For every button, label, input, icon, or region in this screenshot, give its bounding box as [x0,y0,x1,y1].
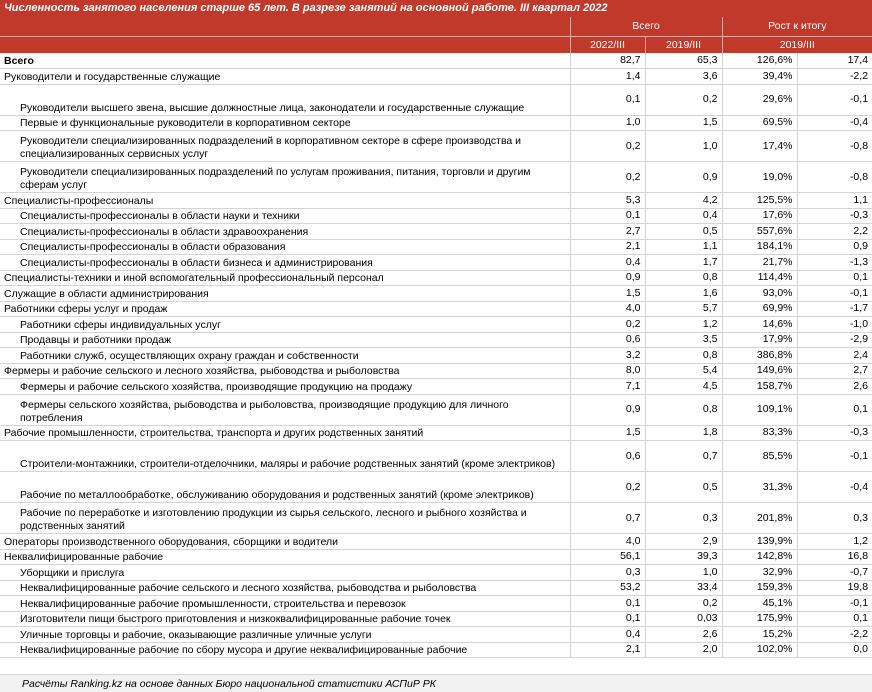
row-name: Всего [0,53,570,69]
row-value-2019: 1,6 [645,286,722,302]
row-value-2019: 0,03 [645,611,722,627]
row-growth-diff: 0,1 [797,611,872,627]
row-name: Специалисты-профессионалы в области здравоохранения [0,224,570,240]
row-value-2019: 0,9 [645,162,722,193]
row-growth-pct: 69,5% [722,115,797,131]
row-name: Неквалифицированные рабочие [0,549,570,565]
row-growth-diff: 0,9 [797,239,872,255]
table-row [0,53,872,69]
row-value-2022: 0,6 [570,332,645,348]
row-value-2022: 0,9 [570,270,645,286]
row-value-2022: 0,4 [570,255,645,271]
row-growth-pct: 386,8% [722,348,797,364]
row-growth-pct: 102,0% [722,642,797,658]
row-value-2022: 0,2 [570,162,645,193]
table-row [0,84,872,115]
row-growth-diff: 16,8 [797,549,872,565]
row-value-2019: 1,8 [645,425,722,441]
row-value-2022: 0,6 [570,441,645,472]
row-name: Работники служб, осуществляющих охрану граждан и собственности [0,348,570,364]
row-value-2019: 1,5 [645,115,722,131]
table-row [0,208,872,224]
row-growth-diff: 2,7 [797,363,872,379]
table-row [0,115,872,131]
row-name: Руководители и государственные служащие [0,69,570,85]
row-value-2022: 1,5 [570,425,645,441]
row-value-2019: 1,0 [645,131,722,162]
row-value-2019: 3,6 [645,69,722,85]
row-value-2022: 56,1 [570,549,645,565]
table-row [0,441,872,472]
table-row [0,627,872,643]
row-growth-pct: 175,9% [722,611,797,627]
row-growth-pct: 139,9% [722,534,797,550]
row-value-2022: 0,1 [570,611,645,627]
row-growth-diff: 1,1 [797,193,872,209]
table-row [0,549,872,565]
row-name: Рабочие по металлообработке, обслуживанию оборудования и родственных занятий (кроме электриков) [0,472,570,503]
row-growth-diff: -0,1 [797,84,872,115]
table-row [0,425,872,441]
row-value-2019: 0,5 [645,224,722,240]
table-row [0,193,872,209]
row-name: Работники сферы услуг и продаж [0,301,570,317]
row-value-2022: 2,1 [570,642,645,658]
table-row [0,348,872,364]
row-value-2019: 4,5 [645,379,722,395]
row-growth-pct: 126,6% [722,53,797,69]
row-value-2022: 0,1 [570,596,645,612]
header-col-2019: 2019/III [645,36,722,53]
row-name: Операторы производственного оборудования, сборщики и водители [0,534,570,550]
row-value-2019: 5,7 [645,301,722,317]
row-name: Фермеры и рабочие сельского хозяйства, производящие продукцию на продажу [0,379,570,395]
row-value-2022: 0,2 [570,472,645,503]
row-value-2022: 0,9 [570,394,645,425]
row-growth-diff: 19,8 [797,580,872,596]
row-name: Фермеры сельского хозяйства, рыбоводства и рыболовства, производящие продукцию для личного потребления [0,394,570,425]
row-growth-pct: 21,7% [722,255,797,271]
row-name: Строители-монтажники, строители-отделочники, маляры и рабочие родственных занятий (кроме электриков) [0,441,570,472]
row-value-2022: 4,0 [570,301,645,317]
header-col-2022: 2022/III [570,36,645,53]
table-row [0,596,872,612]
table-row [0,255,872,271]
source-footer: Расчёты Ranking.kz на основе данных Бюро национальной статистики АСПиР РК [0,674,872,692]
row-value-2022: 8,0 [570,363,645,379]
row-growth-diff: -1,3 [797,255,872,271]
row-value-2022: 5,3 [570,193,645,209]
row-growth-pct: 114,4% [722,270,797,286]
table-body [0,53,872,658]
row-growth-pct: 17,6% [722,208,797,224]
row-growth-diff: -1,7 [797,301,872,317]
row-value-2019: 0,8 [645,270,722,286]
row-value-2022: 0,1 [570,84,645,115]
table-row [0,69,872,85]
row-growth-pct: 142,8% [722,549,797,565]
row-value-2019: 0,2 [645,84,722,115]
row-growth-pct: 158,7% [722,379,797,395]
table-row [0,131,872,162]
row-growth-diff: -2,9 [797,332,872,348]
row-growth-diff: -0,8 [797,131,872,162]
row-growth-diff: 0,0 [797,642,872,658]
row-growth-diff: 2,6 [797,379,872,395]
row-value-2019: 1,7 [645,255,722,271]
row-value-2022: 2,7 [570,224,645,240]
header-empty-2 [0,36,570,53]
table-row [0,565,872,581]
row-growth-diff: -0,1 [797,596,872,612]
row-growth-diff: -2,2 [797,627,872,643]
row-name: Специалисты-техники и иной вспомогательный профессиональный персонал [0,270,570,286]
row-growth-pct: 69,9% [722,301,797,317]
row-value-2019: 39,3 [645,549,722,565]
row-name: Уличные торговцы и рабочие, оказывающие различные уличные услуги [0,627,570,643]
row-value-2019: 2,0 [645,642,722,658]
table-row [0,379,872,395]
row-growth-diff: -0,3 [797,425,872,441]
row-value-2022: 3,2 [570,348,645,364]
header-group-total: Всего [570,17,722,36]
row-value-2022: 0,2 [570,131,645,162]
header-group-growth: Рост к итогу [722,17,872,36]
table-title: Численность занятого населения старше 65 лет. В разрезе занятий на основной работе. III квартал 2022 [0,0,872,17]
row-value-2022: 1,4 [570,69,645,85]
row-name: Фермеры и рабочие сельского и лесного хозяйства, рыбоводства и рыболовства [0,363,570,379]
row-value-2022: 0,2 [570,317,645,333]
row-growth-diff: -0,1 [797,441,872,472]
row-name: Руководители специализированных подразделений по услугам проживания, питания, торговли и другим сферам услуг [0,162,570,193]
row-growth-diff: 0,3 [797,503,872,534]
row-value-2019: 1,1 [645,239,722,255]
row-growth-diff: 1,2 [797,534,872,550]
table-header [0,17,872,53]
row-growth-pct: 201,8% [722,503,797,534]
row-name: Специалисты-профессионалы в области образования [0,239,570,255]
row-growth-pct: 93,0% [722,286,797,302]
table-row [0,317,872,333]
row-growth-diff: -1,0 [797,317,872,333]
table-row [0,301,872,317]
row-value-2022: 0,4 [570,627,645,643]
row-growth-pct: 15,2% [722,627,797,643]
row-growth-pct: 83,3% [722,425,797,441]
table-row [0,472,872,503]
row-value-2022: 2,1 [570,239,645,255]
row-growth-pct: 19,0% [722,162,797,193]
row-growth-diff: 0,1 [797,270,872,286]
row-growth-pct: 125,5% [722,193,797,209]
row-value-2022: 53,2 [570,580,645,596]
row-growth-pct: 17,4% [722,131,797,162]
row-value-2022: 7,1 [570,379,645,395]
table-row [0,270,872,286]
row-value-2019: 2,9 [645,534,722,550]
row-name: Продавцы и работники продаж [0,332,570,348]
row-value-2019: 0,3 [645,503,722,534]
row-growth-diff: -2,2 [797,69,872,85]
row-growth-pct: 159,3% [722,580,797,596]
header-empty [0,17,570,36]
table-row [0,162,872,193]
row-name: Рабочие по переработке и изготовлению продукции из сырья сельского, лесного и рыбного хозяйства и родственных занятий [0,503,570,534]
table-row [0,332,872,348]
row-value-2019: 1,0 [645,565,722,581]
row-name: Служащие в области администрирования [0,286,570,302]
row-name: Изготовители пищи быстрого приготовления и низкоквалифицированные рабочие точек [0,611,570,627]
row-value-2019: 3,5 [645,332,722,348]
row-value-2019: 2,6 [645,627,722,643]
row-growth-pct: 14,6% [722,317,797,333]
row-value-2019: 0,7 [645,441,722,472]
row-name: Неквалифицированные рабочие по сбору мусора и другие неквалифицированные рабочие [0,642,570,658]
row-growth-pct: 557,6% [722,224,797,240]
table-row [0,239,872,255]
row-value-2019: 4,2 [645,193,722,209]
row-value-2019: 0,4 [645,208,722,224]
table-row [0,534,872,550]
row-name: Специалисты-профессионалы в области бизнеса и администрирования [0,255,570,271]
row-value-2019: 0,8 [645,348,722,364]
row-name: Рабочие промышленности, строительства, транспорта и других родственных занятий [0,425,570,441]
row-name: Уборщики и прислуга [0,565,570,581]
row-value-2019: 0,2 [645,596,722,612]
table-row [0,286,872,302]
row-growth-diff: 2,4 [797,348,872,364]
row-value-2022: 0,1 [570,208,645,224]
table-row [0,580,872,596]
row-growth-diff: -0,7 [797,565,872,581]
row-value-2022: 82,7 [570,53,645,69]
row-name: Руководители высшего звена, высшие должностные лица, законодатели и государственные служащие [0,84,570,115]
row-name: Неквалифицированные рабочие промышленности, строительства и перевозок [0,596,570,612]
table-row [0,394,872,425]
row-name: Специалисты-профессионалы [0,193,570,209]
row-value-2019: 65,3 [645,53,722,69]
row-value-2019: 33,4 [645,580,722,596]
row-name: Первые и функциональные руководители в корпоративном секторе [0,115,570,131]
row-growth-pct: 85,5% [722,441,797,472]
table-row [0,503,872,534]
row-growth-diff: -0,3 [797,208,872,224]
row-name: Специалисты-профессионалы в области науки и техники [0,208,570,224]
row-growth-diff: 2,2 [797,224,872,240]
row-growth-pct: 45,1% [722,596,797,612]
row-value-2022: 1,5 [570,286,645,302]
row-growth-diff: 17,4 [797,53,872,69]
row-value-2022: 0,3 [570,565,645,581]
row-value-2019: 0,5 [645,472,722,503]
row-growth-pct: 32,9% [722,565,797,581]
row-growth-diff: -0,4 [797,115,872,131]
header-col-growth: 2019/III [722,36,872,53]
row-growth-diff: -0,4 [797,472,872,503]
row-value-2022: 0,7 [570,503,645,534]
row-name: Неквалифицированные рабочие сельского и лесного хозяйства, рыбоводства и рыболовства [0,580,570,596]
row-growth-diff: -0,1 [797,286,872,302]
row-value-2022: 4,0 [570,534,645,550]
row-growth-pct: 29,6% [722,84,797,115]
row-name: Работники сферы индивидуальных услуг [0,317,570,333]
row-value-2022: 1,0 [570,115,645,131]
row-growth-pct: 39,4% [722,69,797,85]
row-growth-pct: 149,6% [722,363,797,379]
table-row [0,363,872,379]
row-value-2019: 1,2 [645,317,722,333]
row-growth-pct: 109,1% [722,394,797,425]
table-row [0,224,872,240]
row-growth-pct: 184,1% [722,239,797,255]
row-name: Руководители специализированных подразделений в корпоративном секторе в сфере производства и специализированных сервисных услуг [0,131,570,162]
row-growth-pct: 17,9% [722,332,797,348]
row-value-2019: 0,8 [645,394,722,425]
table-row [0,611,872,627]
row-growth-diff: 0,1 [797,394,872,425]
row-growth-diff: -0,8 [797,162,872,193]
data-table [0,17,872,658]
row-growth-pct: 31,3% [722,472,797,503]
table-row [0,642,872,658]
row-value-2019: 5,4 [645,363,722,379]
